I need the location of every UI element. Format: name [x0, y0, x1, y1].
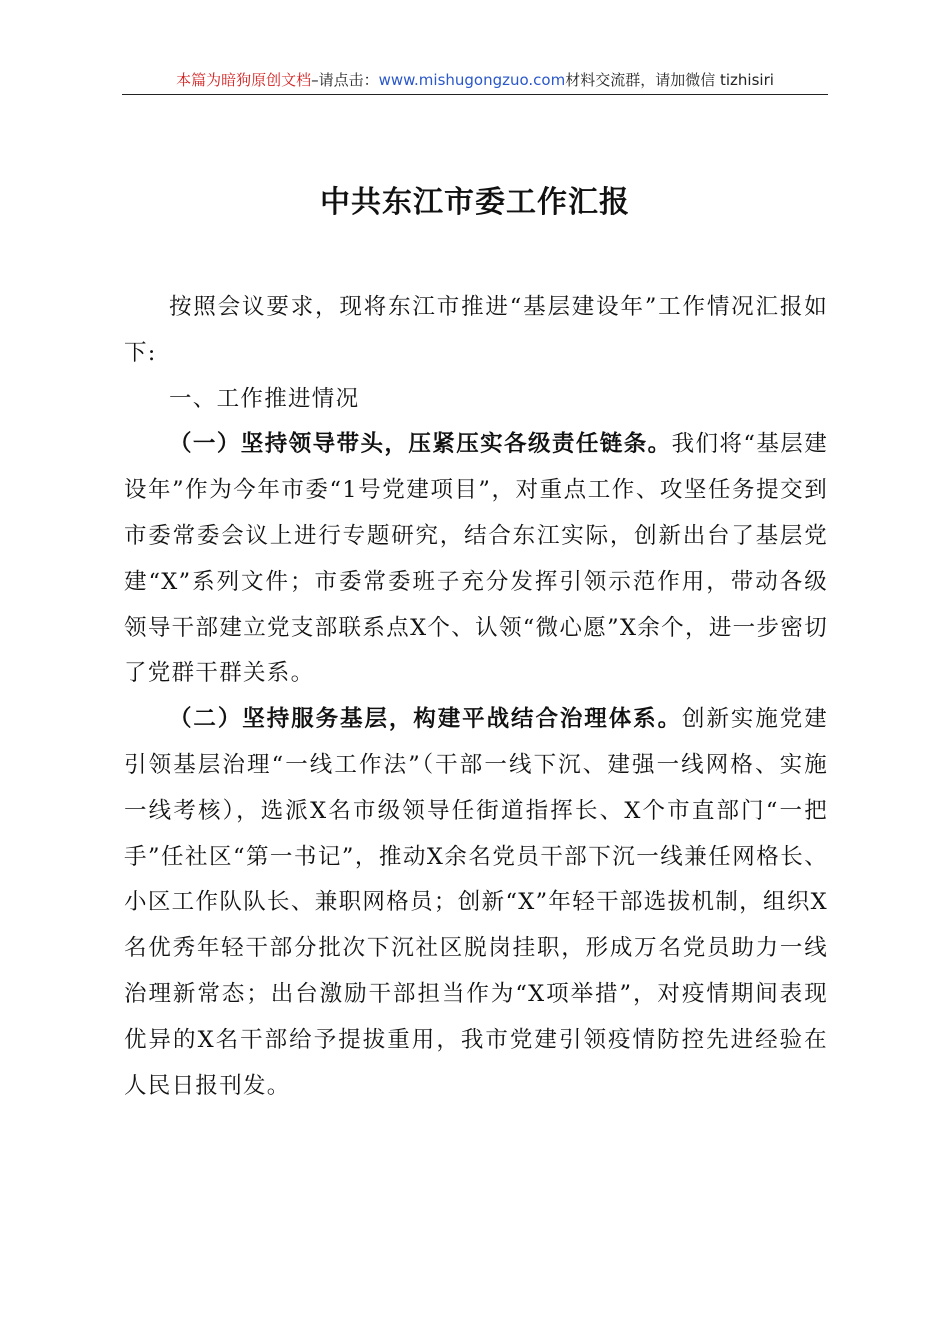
- section-heading: 一、工作推进情况: [169, 385, 360, 412]
- page-header: [122, 68, 828, 95]
- header-contact: 材料交流群，请加微信 tizhisiri: [565, 71, 774, 89]
- item-text-1: 我们将“基层建设年”作为今年市委“1号党建项目”，对重点工作、攻坚任务提交到市委常委会议上进行专题研究，结合东江实际，创新出台了基层党建“X”系列文件；市委常委班子充分发挥引领示范作用，带动各级领导干部建立党支部联系点X个、认领“微心愿”X余个，进一步密切了党群干群关系。: [124, 431, 828, 687]
- item-text-2: 创新实施党建引领基层治理“一线工作法”（干部一线下沉、建强一线网格、实施一线考核），选派X名市级领导任街道指挥长、X个市直部门“一把手”任社区“第一书记”，推动X余名党员干部下沉一线兼任网格长、小区工作队队长、兼职网格员；创新“X”年轻干部选拔机制，组织X名优秀年轻干部分批次下沉社区脱岗挂职，形成万名党员助力一线治理新常态；出台激励干部担当作为“X项举措”，对疫情期间表现优异的X名干部给予提拔重用，我市党建引领疫情防控先进经验在人民日报刊发。: [124, 706, 828, 1099]
- header-notice: 本篇为暗狗原创文档: [176, 71, 312, 89]
- document-title: 中共东江市委工作汇报: [320, 185, 630, 220]
- item-lead-2: （二）坚持服务基层，构建平战结合治理体系。: [169, 706, 683, 733]
- document-body: [124, 285, 828, 1109]
- header-site-link[interactable]: www.mishugongzuo.com: [378, 71, 566, 89]
- item-lead-1: （一）坚持领导带头，压紧压实各级责任链条。: [169, 431, 672, 458]
- item-paragraph-2: [124, 697, 828, 1109]
- intro-paragraph: 按照会议要求，现将东江市推进“基层建设年”工作情况汇报如下:: [124, 294, 828, 366]
- item-paragraph-1: [124, 422, 828, 697]
- header-click-prompt: –请点击：: [311, 71, 379, 89]
